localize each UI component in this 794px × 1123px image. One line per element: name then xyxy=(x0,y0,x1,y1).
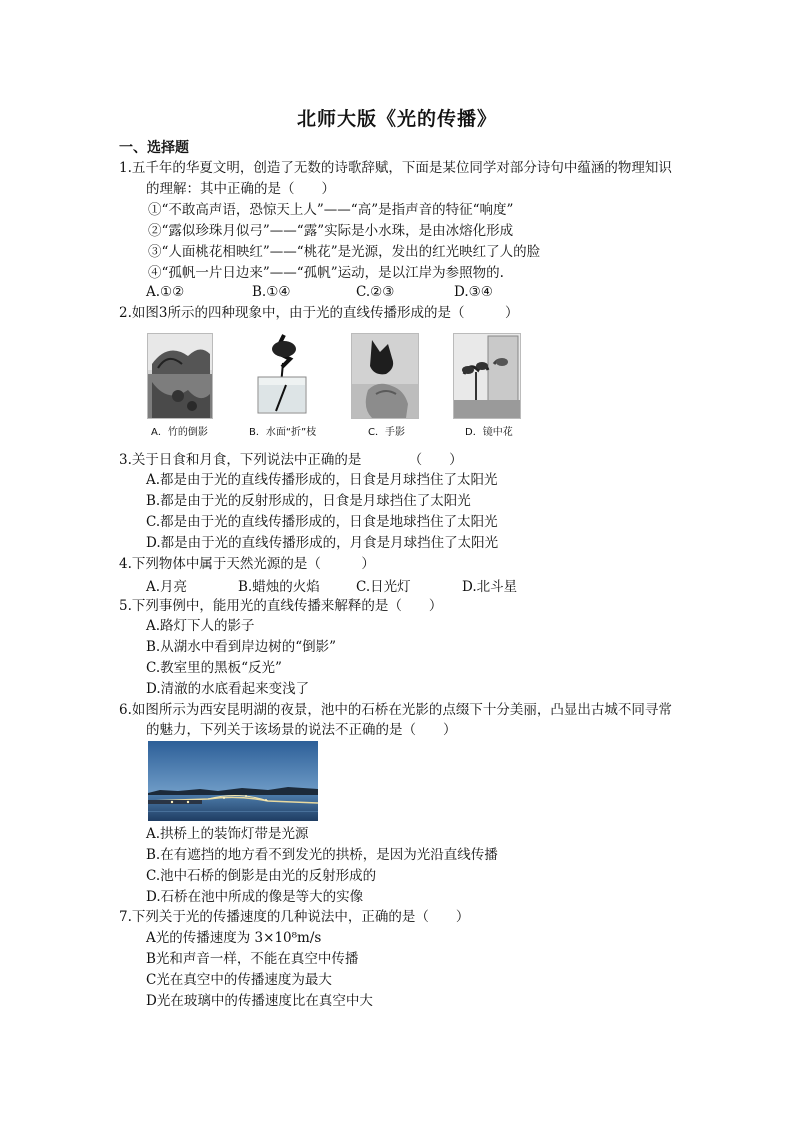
q1-option-c: C.②③ xyxy=(356,284,395,300)
q7-option-c: C光在真空中的传播速度为最大 xyxy=(146,972,332,988)
figure-caption-b: B．水面“折”枝 xyxy=(249,427,317,438)
q1-item: ②“露似珍珠月似弓”——“露”实际是小水珠，是由冰熔化形成 xyxy=(148,223,514,239)
q6-stem-line2: 的魅力，下列关于该场景的说法不正确的是（ ） xyxy=(146,722,457,738)
q7-option-b: B光和声音一样，不能在真空中传播 xyxy=(146,951,359,967)
q3-stem: 3.关于日食和月食，下列说法中正确的是 （ ） xyxy=(119,452,463,468)
q4-option-c: C.日光灯 xyxy=(356,579,411,595)
figure-bent-stick xyxy=(250,333,316,417)
q1-item: ③“人面桃花相映红”——“桃花”是光源，发出的红光映红了人的脸 xyxy=(148,244,541,260)
figure-caption-c: C．手影 xyxy=(368,427,405,438)
q2-stem: 2.如图3所示的四种现象中，由于光的直线传播形成的是（ ） xyxy=(119,305,519,321)
q1-option-a: A.①② xyxy=(146,284,185,300)
q5-option-b: B.从湖水中看到岸边树的“倒影” xyxy=(146,639,337,655)
figure-caption-d: D．镜中花 xyxy=(465,427,513,438)
q1-item: ④“孤帆一片日边来”——“孤帆”运动，是以江岸为参照物的. xyxy=(148,265,504,281)
q5-option-c: C.教室里的黑板“反光” xyxy=(146,660,282,676)
q6-option-a: A.拱桥上的装饰灯带是光源 xyxy=(146,826,309,842)
q6-option-d: D.石桥在池中所成的像是等大的实像 xyxy=(146,889,364,905)
q5-option-a: A.路灯下人的影子 xyxy=(146,618,255,634)
section-heading: 一、选择题 xyxy=(119,140,189,156)
figure-bamboo-reflection xyxy=(147,333,213,419)
q5-stem: 5.下列事例中，能用光的直线传播来解释的是（ ） xyxy=(119,598,443,614)
figure-caption-a: A．竹的倒影 xyxy=(151,427,208,438)
page-title: 北师大版《光的传播》 xyxy=(296,108,497,130)
q7-option-a: A光的传播速度为 3×10⁸m/s xyxy=(146,930,322,946)
q1-stem-line1: 1.五千年的华夏文明，创造了无数的诗歌辞赋，下面是某位同学对部分诗句中蕴涵的物理知识 xyxy=(119,160,672,176)
q1-option-b: B.①④ xyxy=(252,284,291,300)
q4-option-d: D.北斗星 xyxy=(462,579,518,595)
q4-option-a: A.月亮 xyxy=(146,579,188,595)
q3-option-c: C.都是由于光的直线传播形成的，日食是地球挡住了太阳光 xyxy=(146,514,498,530)
q7-stem: 7.下列关于光的传播速度的几种说法中，正确的是（ ） xyxy=(119,909,470,925)
lake-night-photo xyxy=(148,741,318,821)
figure-mirror-flower xyxy=(453,333,521,419)
q6-stem-line1: 6.如图所示为西安昆明湖的夜景，池中的石桥在光影的点缀下十分美丽，凸显出古城不同寻常 xyxy=(119,702,672,718)
q6-option-b: B.在有遮挡的地方看不到发光的拱桥，是因为光沿直线传播 xyxy=(146,847,498,863)
figure-hand-shadow xyxy=(351,333,419,419)
q3-option-d: D.都是由于光的直线传播形成的，月食是月球挡住了太阳光 xyxy=(146,535,499,551)
q3-option-a: A.都是由于光的直线传播形成的，日食是月球挡住了太阳光 xyxy=(146,472,498,488)
q4-stem: 4.下列物体中属于天然光源的是（ ） xyxy=(119,556,375,572)
q1-stem-line2: 的理解：其中正确的是（ ） xyxy=(146,181,335,197)
q4-option-b: B.蜡烛的火焰 xyxy=(238,579,320,595)
q1-option-d: D.③④ xyxy=(454,284,493,300)
q7-option-d: D光在玻璃中的传播速度比在真空中大 xyxy=(146,993,373,1009)
q6-option-c: C.池中石桥的倒影是由光的反射形成的 xyxy=(146,868,377,884)
q3-option-b: B.都是由于光的反射形成的，日食是月球挡住了太阳光 xyxy=(146,493,471,509)
q1-item: ①“不敢高声语，恐惊天上人”——“高”是指声音的特征“响度” xyxy=(148,202,514,218)
q5-option-d: D.清澈的水底看起来变浅了 xyxy=(146,681,310,697)
